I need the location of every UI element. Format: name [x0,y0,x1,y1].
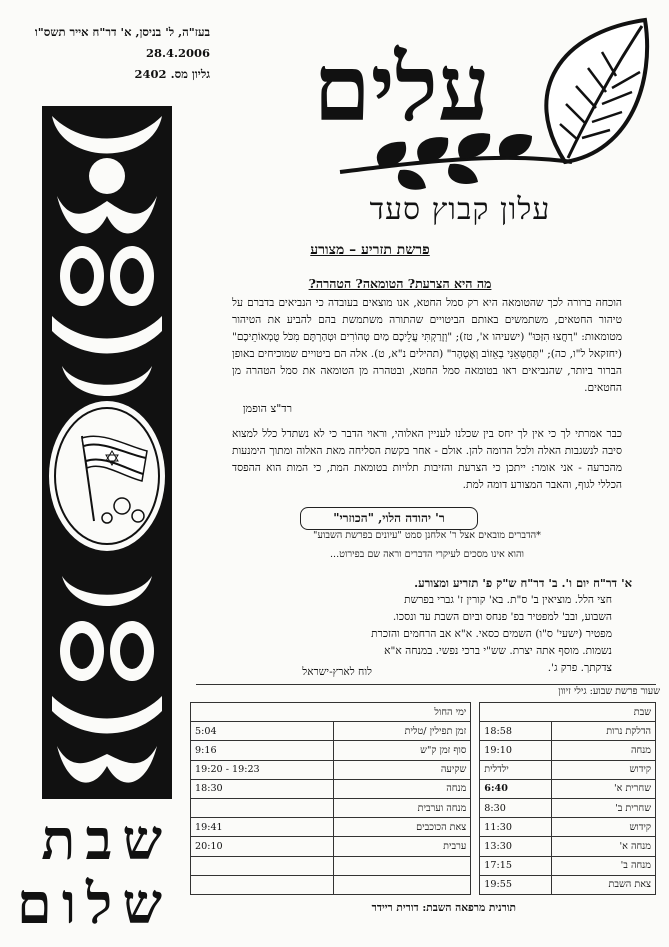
article-paragraph-2: כבר אמרתי לך כי אין לך יחס בין שכלנו לעניין האלוהי, וראוי הדבר כי לא נשתדל כלל למצוא סיבה לנשגבות האלה ולכל הדומה להן. אולם - אחר בקשת הסליחה מאת האלוה ומתוך הימנעות מהכרעה - אני אומר: ייתכן כי הצרעת והזיבות תלויות בטומאת המת, כי המות הוא ההפסד הכללי לגוף, והאבר המצורע דומה למת. [232,428,622,491]
signature-hoffmann: רד"צ הופמן [242,402,292,415]
shiur-line: שעור פרשת שבוע: גילי זיוון [558,686,660,697]
shabbat-shalom [16,807,172,937]
clinic-rotation: תורנית מרפאה השבת: דורית ריידר [371,902,516,914]
table-row: מנחה ב' 17:15 [191,856,656,875]
table-row: קידוש ילדלית שקיעה 19:23 - 19:20 [191,760,656,779]
hebrew-date: בעז"ה, ל' בניסן, א' דר"ח אייר תשס"ו [34,25,210,39]
luach-heading: א' דר"ח יום ו'. ב' דר"ח ש"ק פ' תזריע ומצורע. [414,576,632,590]
luach-body [232,592,612,677]
luach-line: חצי הלל. מוציאין ב' ס"ת. בא' קורין ז' גברי בפרשת [404,594,612,606]
masthead-subtitle: עלון קבוץ סעד [369,192,551,227]
logo-text: עלים [313,34,490,142]
shabbat-word: שבת [41,807,172,873]
luach-line: מפטיר (ישעי' ס"ו) השמים כסאי. א"א אב הרחמים והזכרת [371,628,612,640]
shalom-word: שלום [16,871,172,937]
divider [196,684,656,685]
ornament-pattern-icon [42,106,172,799]
issue-number: גליון מס. 2402 [134,67,210,81]
table-row: מנחה א' 13:30 ערבית 20:10 [191,837,656,856]
luach-line: השבוע, ובב' למפטיר בפ' פנחס וביום השבת עד ונסכו. [392,611,612,623]
table-row: שחרית א' 6:40 מנחה 18:30 [191,779,656,798]
luach-line: נשמות. מוסף אתה יצרת. שש"י ברכי נפשי. במנחה א"א [384,645,612,657]
table-row: שחרית ב' 8:30 מנחה וערבית [191,798,656,817]
gregorian-date: 28.4.2006 [145,46,210,60]
signature-kuzari: ר' יהודה הלוי, "הכוזרי" [300,507,478,530]
shabbat-header: שבת [480,703,656,722]
footnote-2: והוא אינו מסכים לעיקרי הדברים וראה שם בפירוט... [330,549,524,560]
table-row: קידוש 11:30 צאת הכוכבים 19:41 [191,818,656,837]
decorative-banner [42,106,172,799]
table-row: צאת השבת 19:55 [191,875,656,894]
masthead-logo [310,12,660,202]
weekday-header: ימי החול [191,703,471,722]
zmanim-table [190,702,656,895]
luach-line: צדקתך. פרק ג'. [547,662,612,674]
table-row: הדלקת נרות 18:58 זמן תפילין /טלית 5:04 [191,722,656,741]
footnote-1: *הדברים מובאים אצל ר' אלחנן סמט "עיונים בפרשת השבוע" [313,530,541,541]
parasha-title: פרשת תזריע – מצורע [310,242,430,258]
leaf-logo-icon [310,12,660,202]
article-paragraph-1: הוכחה ברורה לכך שהטומאה היא רק סמל החטא, אנו מוצאים בעובדה כי הנביאים בדברם על טיהור החטאים, משתמשים באותם הביטויים שהתורה משתמשת בהם להביע את הטיהור מטומאות: "רַחֲצוּ הִזַּכּוּ" (ישעיהו א', טז); "וְזָרַקְתִּי עֲלֵיכֶם מַיִם טְהוֹרִים וּטְהַרְתֶּם מִכֹּל טֻמְאוֹתֵיכֶם" (יחזקאל ל"ו, כה); "תְּחַטְּאֵנִי בְאֵזוֹב וְאֶטְהָר" (תהילים נ"א, ט). אלה הם ביטויים שמוכיחים באופן הברור ביותר, שהנביאים ראו בטומאה סמל החטא, ובטהרה מן הטומאה את סמל הטהרה מן החטאים. [232,297,622,394]
luach-source: לוח לארץ-ישראל [302,666,372,678]
article-title: מה היא הצרעת? הטומאה? הטהרה? [308,276,492,291]
table-row: מנחה 19:10 סוף זמן ק"ש 9:16 [191,741,656,760]
